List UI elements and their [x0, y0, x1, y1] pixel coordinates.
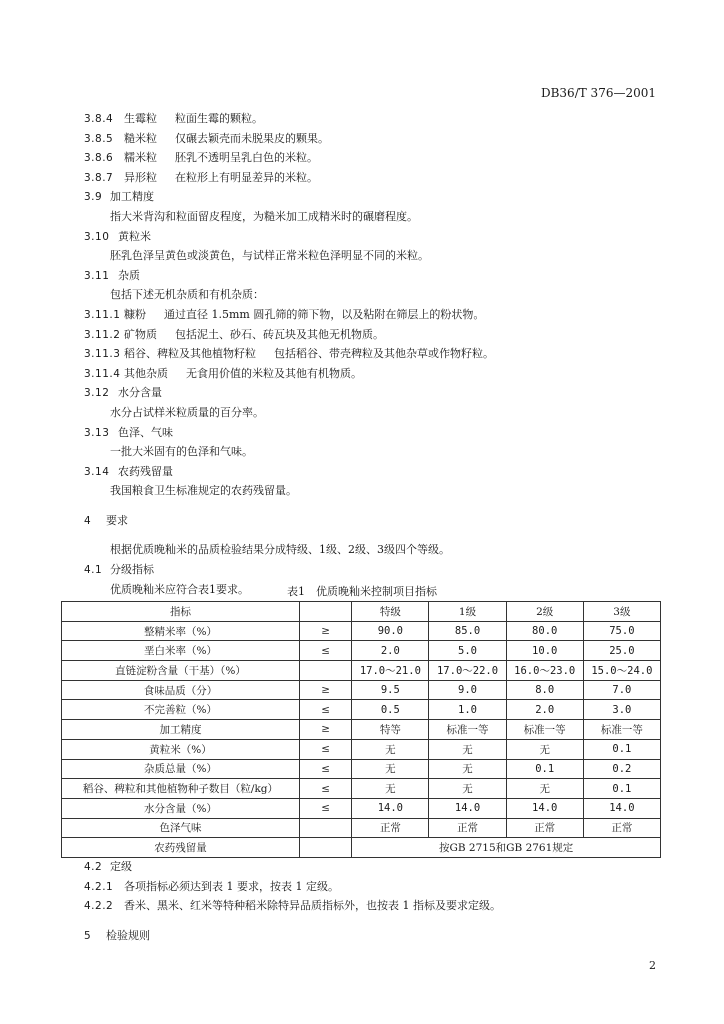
para-3-14: 我国粮食卫生标准规定的农药残留量。 — [110, 484, 297, 498]
grade-value-cell: 正常 — [352, 818, 429, 838]
table-row — [62, 641, 661, 661]
indicator-cell: 色泽气味 — [62, 818, 300, 838]
table-header-row — [62, 602, 661, 622]
grade-value-cell: 无 — [506, 739, 583, 759]
grade-value-cell: 无 — [429, 779, 506, 799]
grade-value-cell: 90.0 — [352, 621, 429, 641]
indicator-cell: 黄粒米（%） — [62, 739, 300, 759]
para-3-12: 水分占试样米粒质量的百分率。 — [110, 405, 264, 419]
grade-value-cell: 0.1 — [583, 739, 660, 759]
heading-3-10: 3.10 黄粒米 — [84, 229, 151, 243]
grade-value-cell: 17.0～21.0 — [352, 661, 429, 681]
grade-value-cell: 80.0 — [506, 621, 583, 641]
indicator-cell: 直链淀粉含量（干基）（%） — [62, 661, 300, 681]
table-title: 表1 优质晚籼米控制项目指标 — [287, 585, 437, 598]
page-number: 2 — [649, 959, 656, 972]
def-3-11-1: 3.11.1 糠粉 通过直径 1.5mm 圆孔筛的筛下物，以及粘附在筛层上的粉状物。 — [84, 307, 485, 321]
grade-value-cell: 无 — [352, 759, 429, 779]
spec-table — [61, 601, 661, 858]
body-text — [84, 109, 664, 599]
grade-value-cell: 标准一等 — [429, 720, 506, 740]
grade-value-cell: 14.0 — [429, 798, 506, 818]
header-grade-1: 1级 — [429, 602, 506, 622]
section-4-2 — [84, 857, 664, 945]
table-row — [62, 700, 661, 720]
grade-value-cell: 2.0 — [506, 700, 583, 720]
pesticide-value-cell: 按GB 2715和GB 2761规定 — [352, 838, 661, 858]
grade-value-cell: 7.0 — [583, 680, 660, 700]
grade-value-cell: 正常 — [583, 818, 660, 838]
header-comparator — [299, 602, 351, 622]
comparator-cell — [299, 818, 351, 838]
indicator-cell: 稻谷、稗粒和其他植物种子数目（粒/kg） — [62, 779, 300, 799]
grade-value-cell: 14.0 — [352, 798, 429, 818]
grade-value-cell: 无 — [352, 739, 429, 759]
para-3-10: 胚乳色泽呈黄色或淡黄色，与试样正常米粒色泽明显不同的米粒。 — [110, 249, 429, 263]
indicator-cell: 垩白米率（%） — [62, 641, 300, 661]
indicator-cell: 加工精度 — [62, 720, 300, 740]
comparator-cell: ≥ — [299, 680, 351, 700]
item-4-2-2: 4.2.2 香米、黑米、红米等特种稻米除特异品质指标外，也按表 1 指标及要求定级。 — [84, 899, 501, 913]
comparator-cell — [299, 661, 351, 681]
table-row — [62, 720, 661, 740]
table-row — [62, 680, 661, 700]
table-row — [62, 798, 661, 818]
comparator-cell: ≤ — [299, 700, 351, 720]
heading-3-14: 3.14 农药残留量 — [84, 464, 173, 478]
heading-4-2: 4.2 定级 — [84, 860, 132, 873]
def-3-8-4: 3.8.4 生霉粒 粒面生霉的颗粒。 — [84, 112, 263, 125]
heading-3-13: 3.13 色泽、气味 — [84, 425, 173, 439]
comparator-cell: ≥ — [299, 720, 351, 740]
heading-4: 4 要求 — [84, 513, 128, 527]
heading-3-9: 3.9 加工精度 — [84, 190, 154, 204]
table-row — [62, 661, 661, 681]
comparator-cell: ≤ — [299, 779, 351, 799]
table-row — [62, 818, 661, 838]
grade-value-cell: 9.0 — [429, 680, 506, 700]
def-3-11-2: 3.11.2 矿物质 包括泥土、砂石、砖瓦块及其他无机物质。 — [84, 327, 384, 341]
def-3-11-4: 3.11.4 其他杂质 无食用价值的米粒及其他有机物质。 — [84, 366, 362, 380]
grade-value-cell: 0.5 — [352, 700, 429, 720]
heading-3-11: 3.11 杂质 — [84, 268, 140, 282]
grade-value-cell: 10.0 — [506, 641, 583, 661]
grade-value-cell: 无 — [429, 759, 506, 779]
grade-value-cell: 标准一等 — [506, 720, 583, 740]
grade-value-cell: 75.0 — [583, 621, 660, 641]
indicator-cell: 整精米率（%） — [62, 621, 300, 641]
def-3-8-7: 3.8.7 异形粒 在粒形上有明显差异的米粒。 — [84, 170, 318, 184]
def-3-8-5: 3.8.5 糙米粒 仅碾去颖壳而未脱果皮的颗果。 — [84, 131, 329, 145]
heading-4-1: 4.1 分级指标 — [84, 563, 154, 577]
comparator-cell: ≤ — [299, 739, 351, 759]
header-grade-special: 特级 — [352, 602, 429, 622]
indicator-cell: 不完善粒（%） — [62, 700, 300, 720]
table-row-pesticide — [62, 838, 661, 858]
grade-value-cell: 正常 — [429, 818, 506, 838]
def-3-11-3: 3.11.3 稻谷、稗粒及其他植物籽粒 包括稻谷、带壳稗粒及其他杂草或作物籽粒。 — [84, 347, 494, 361]
grade-value-cell: 无 — [429, 739, 506, 759]
grade-value-cell: 3.0 — [583, 700, 660, 720]
grade-value-cell: 0.1 — [506, 759, 583, 779]
indicator-cell: 食味品质（分） — [62, 680, 300, 700]
table-row — [62, 739, 661, 759]
table-row — [62, 759, 661, 779]
def-3-8-6: 3.8.6 糯米粒 胚乳不透明呈乳白色的米粒。 — [84, 151, 318, 165]
para-4: 根据优质晚籼米的品质检验结果分成特级、1级、2级、3级四个等级。 — [110, 543, 450, 557]
grade-value-cell: 0.2 — [583, 759, 660, 779]
grade-value-cell: 9.5 — [352, 680, 429, 700]
table-row — [62, 621, 661, 641]
grade-value-cell: 正常 — [506, 818, 583, 838]
grade-value-cell: 14.0 — [506, 798, 583, 818]
grade-value-cell: 16.0～23.0 — [506, 661, 583, 681]
indicator-cell: 水分含量（%） — [62, 798, 300, 818]
grade-value-cell: 2.0 — [352, 641, 429, 661]
grade-value-cell: 25.0 — [583, 641, 660, 661]
comparator-cell — [299, 838, 351, 858]
comparator-cell: ≤ — [299, 641, 351, 661]
grade-value-cell: 0.1 — [583, 779, 660, 799]
indicator-cell: 杂质总量（%） — [62, 759, 300, 779]
comparator-cell: ≥ — [299, 621, 351, 641]
grade-value-cell: 无 — [506, 779, 583, 799]
comparator-cell: ≤ — [299, 759, 351, 779]
grade-value-cell: 17.0～22.0 — [429, 661, 506, 681]
grade-value-cell: 85.0 — [429, 621, 506, 641]
grade-value-cell: 特等 — [352, 720, 429, 740]
para-3-11: 包括下述无机杂质和有机杂质： — [110, 288, 264, 302]
para-3-9: 指大米背沟和粒面留皮程度，为糙米加工成精米时的碾磨程度。 — [110, 209, 418, 223]
header-indicator: 指标 — [62, 602, 300, 622]
table-row — [62, 779, 661, 799]
heading-3-12: 3.12 水分含量 — [84, 386, 162, 400]
comparator-cell: ≤ — [299, 798, 351, 818]
grade-value-cell: 5.0 — [429, 641, 506, 661]
grade-value-cell: 8.0 — [506, 680, 583, 700]
grade-value-cell: 1.0 — [429, 700, 506, 720]
grade-value-cell: 无 — [352, 779, 429, 799]
heading-5: 5 检验规则 — [84, 928, 150, 942]
para-3-13: 一批大米固有的色泽和气味。 — [110, 445, 253, 459]
header-grade-2: 2级 — [506, 602, 583, 622]
para-4-1: 优质晚籼米应符合表1要求。 — [110, 582, 249, 596]
document-code: DB36/T 376—2001 — [540, 86, 656, 100]
indicator-cell: 农药残留量 — [62, 838, 300, 858]
header-grade-3: 3级 — [583, 602, 660, 622]
grade-value-cell: 15.0～24.0 — [583, 661, 660, 681]
grade-value-cell: 14.0 — [583, 798, 660, 818]
item-4-2-1: 4.2.1 各项指标必须达到表 1 要求，按表 1 定级。 — [84, 879, 339, 893]
grade-value-cell: 标准一等 — [583, 720, 660, 740]
